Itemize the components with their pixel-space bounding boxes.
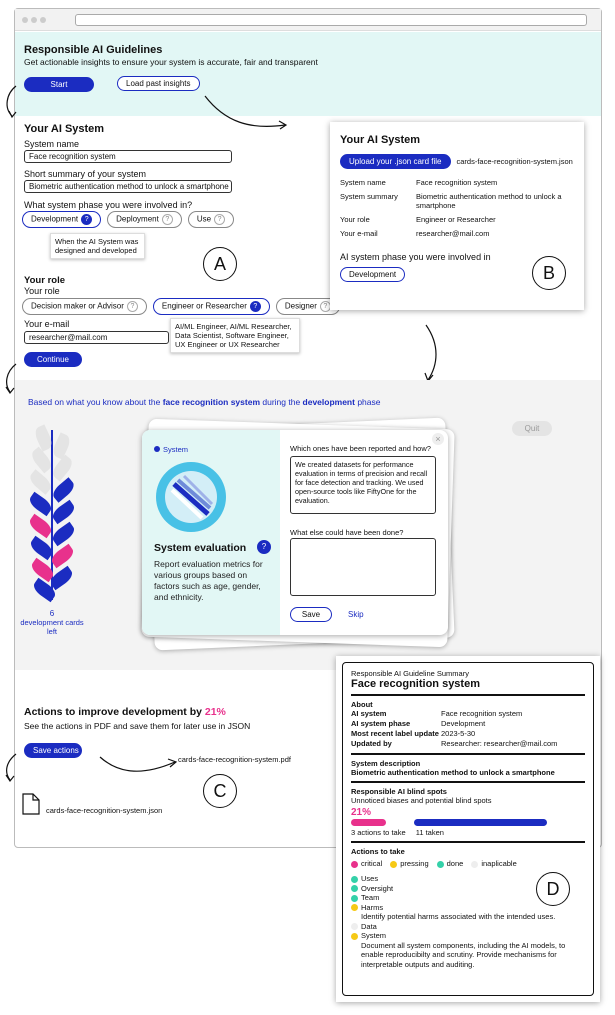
- phase-options: [22, 211, 234, 228]
- detail-key: System summary: [340, 192, 398, 201]
- done-dot-icon: [437, 861, 444, 868]
- role-tooltip: AI/ML Engineer, AI/ML Researcher, Data Scientist, Software Engineer, UX Engineer or UX Researcher: [170, 318, 300, 353]
- action-item-detail: Identify potential harms associated with the intended uses.: [361, 912, 556, 921]
- summary-label: Short summary of your system: [24, 169, 147, 179]
- cards-left-count: 6: [49, 609, 55, 618]
- help-icon[interactable]: ?: [250, 301, 261, 312]
- card-left-panel: [142, 430, 280, 635]
- about-value: Development: [441, 719, 486, 728]
- summary-card-details: [340, 178, 574, 238]
- role-option-label: Decision maker or Advisor: [31, 301, 124, 311]
- leaf-icon: [50, 455, 75, 482]
- json-file-name-link[interactable]: cards-face-recognition-system.json: [46, 806, 163, 815]
- pencil-illustration-icon: [156, 462, 226, 532]
- action-item-detail: Document all system components, including the AI models, to enable reproducibilty and scrutiny. Provide mechanisms for interpretable outputs and auditing.: [361, 940, 566, 969]
- help-icon[interactable]: ?: [320, 301, 331, 312]
- phase-option-use[interactable]: [188, 211, 234, 228]
- leaf-icon: [27, 514, 54, 538]
- guideline-card: [142, 430, 448, 635]
- card-illustration: [156, 462, 226, 532]
- label-a: A: [203, 247, 237, 281]
- card-help-icon[interactable]: ?: [257, 540, 271, 554]
- phase-label: What system phase you were involved in?: [24, 200, 193, 210]
- done-dot-icon: [351, 895, 358, 902]
- context-text: Based on what you know about the: [28, 397, 163, 407]
- detail-value: Biometric authentication method to unlock a smartphone: [416, 192, 562, 210]
- report-sheet: [336, 656, 600, 1002]
- phase-tooltip: When the AI System was designed and developed: [50, 233, 145, 259]
- window-dot-icon: [31, 17, 37, 23]
- context-text: during the: [260, 397, 303, 407]
- arrowhead-icon: [6, 775, 14, 781]
- help-icon[interactable]: ?: [81, 214, 92, 225]
- action-item-label: System: [361, 931, 387, 940]
- progress-labels: [351, 828, 585, 837]
- cards-progress-laurel: [28, 420, 76, 600]
- question-2: What else could have been done?: [290, 528, 404, 537]
- label-d: D: [536, 872, 570, 906]
- done-dot-icon: [351, 876, 358, 883]
- leaf-icon: [50, 500, 77, 524]
- detail-value: researcher@mail.com: [416, 229, 490, 238]
- json-file-icon: [22, 793, 40, 815]
- about-heading: About: [351, 700, 373, 709]
- desc-heading: System description: [351, 759, 421, 768]
- phase-option-deployment[interactable]: [107, 211, 182, 228]
- action-item-label: Team: [361, 893, 380, 902]
- actions-title-percent: 21%: [204, 706, 226, 718]
- phase-option-development[interactable]: [22, 211, 101, 228]
- form-title: Your AI System: [24, 123, 105, 135]
- json-file-name: cards-face-recognition-system.json: [456, 157, 573, 166]
- upload-json-button[interactable]: Upload your .json card file: [340, 154, 451, 169]
- cards-left-label: development cards left: [20, 618, 84, 636]
- address-bar[interactable]: [75, 14, 587, 26]
- role-heading: Your role: [24, 275, 65, 286]
- card-description: Report evaluation metrics for various groups based on factors such as age, gender, and ethnicity.: [154, 559, 263, 602]
- phase-option-label: Use: [196, 214, 212, 224]
- answer-2-textarea[interactable]: [290, 538, 436, 596]
- summary-card-title: Your AI System: [340, 134, 421, 146]
- tag-dot-icon: [154, 446, 160, 452]
- role-option-engineer[interactable]: [153, 298, 270, 315]
- legend-critical: [351, 859, 382, 868]
- report-title: Face recognition system: [351, 678, 480, 690]
- quit-button[interactable]: Quit: [512, 421, 552, 436]
- load-past-insights-button[interactable]: Load past insights: [117, 76, 200, 91]
- about-value: 2023-5-30: [441, 729, 476, 738]
- save-actions-button[interactable]: Save actions: [24, 743, 82, 758]
- context-text: phase: [354, 397, 381, 407]
- question-1: Which ones have been reported and how?: [290, 444, 431, 453]
- intro-title: Responsible AI Guidelines: [24, 44, 163, 56]
- divider: [351, 694, 585, 696]
- pressing-dot-icon: [351, 904, 358, 911]
- window-dot-icon: [22, 17, 28, 23]
- card-title: System evaluation: [154, 542, 247, 554]
- arrowhead-icon: [6, 387, 14, 393]
- detail-value: Engineer or Researcher: [416, 215, 496, 224]
- divider: [351, 841, 585, 843]
- skip-card-button[interactable]: Skip: [348, 610, 364, 619]
- role-option-label: Engineer or Researcher: [161, 301, 247, 311]
- leaf-icon: [27, 492, 54, 516]
- pressing-dot-icon: [390, 861, 397, 868]
- legend-label: pressing: [400, 859, 429, 868]
- help-icon[interactable]: ?: [214, 214, 225, 225]
- action-item-label: Data: [361, 921, 377, 931]
- action-item: [351, 931, 585, 941]
- role-option-decision-maker[interactable]: [22, 298, 147, 315]
- action-item-label: Oversight: [361, 883, 394, 893]
- about-value: Face recognition system: [441, 709, 523, 718]
- actions-to-take-heading: Actions to take: [351, 847, 405, 856]
- detail-key: Your role: [340, 215, 370, 224]
- role-options: [22, 298, 340, 315]
- leaf-icon: [27, 469, 54, 494]
- detail-key: Your e-mail: [340, 229, 378, 238]
- action-item: [351, 922, 585, 932]
- card-tag: [154, 445, 188, 454]
- help-icon[interactable]: ?: [127, 301, 138, 312]
- leaf-icon: [49, 544, 76, 568]
- email-input[interactable]: researcher@mail.com: [24, 331, 169, 344]
- email-label: Your e-mail: [24, 319, 70, 329]
- about-key: Updated by: [351, 739, 392, 748]
- role-label: Your role: [24, 286, 60, 296]
- leaf-icon: [50, 477, 77, 502]
- system-name-label: System name: [24, 139, 80, 149]
- actions-subtitle: See the actions in PDF and save them for later use in JSON: [24, 721, 251, 731]
- detail-key: System name: [340, 178, 386, 187]
- actions-title: [24, 706, 226, 718]
- detail-value: Face recognition system: [416, 178, 498, 187]
- blind-percent: 21%: [351, 807, 372, 818]
- legend: [351, 859, 585, 868]
- inapplicable-dot-icon: [471, 861, 478, 868]
- legend-done: [437, 859, 464, 868]
- phase-heading: AI system phase you were involved in: [340, 252, 491, 262]
- legend-label: done: [446, 859, 464, 868]
- leaf-icon: [50, 522, 77, 546]
- action-item-label: Harms: [361, 902, 384, 912]
- label-b: B: [532, 256, 566, 290]
- cards-context: [28, 397, 381, 407]
- about-value: Researcher: researcher@mail.com: [441, 739, 558, 748]
- about-key: AI system phase: [351, 719, 411, 728]
- phase-option-label: Development: [31, 214, 79, 224]
- legend-label: inaplicable: [481, 859, 517, 868]
- browser-titlebar: [15, 9, 601, 31]
- report-kicker: Responsible AI Guideline Summary: [351, 669, 469, 678]
- to-take-label: 3 actions to take: [351, 828, 406, 837]
- help-icon[interactable]: ?: [162, 214, 173, 225]
- window-dot-icon: [40, 17, 46, 23]
- label-c: C: [203, 774, 237, 808]
- context-system: face recognition system: [162, 397, 260, 407]
- blind-heading: Responsible AI blind spots: [351, 787, 447, 796]
- divider: [351, 781, 585, 783]
- inapplicable-dot-icon: [351, 923, 358, 930]
- intro-subtitle: Get actionable insights to ensure your system is accurate, fair and transparent: [24, 57, 318, 67]
- answer-1-textarea[interactable]: We created datasets for performance evaluation in terms of precision and recall for face detection and tracking. We used open-source tools like FiftyOne for the evaluation.: [290, 456, 436, 514]
- report-border: [342, 662, 594, 996]
- legend-inapplicable: [471, 859, 516, 868]
- divider: [351, 753, 585, 755]
- start-button[interactable]: Start: [24, 77, 94, 92]
- card-close-icon[interactable]: ×: [432, 433, 444, 445]
- done-dot-icon: [351, 885, 358, 892]
- leaf-icon: [51, 432, 73, 459]
- pdf-file-name[interactable]: cards-face-recognition-system.pdf: [178, 755, 291, 764]
- progress-done: [414, 819, 547, 826]
- action-item-label: Uses: [361, 874, 379, 883]
- progress-todo: [351, 819, 386, 826]
- pressing-dot-icon: [351, 933, 358, 940]
- about-key: Most recent label update: [351, 729, 439, 738]
- about-key: AI system: [351, 709, 387, 718]
- taken-label: 11 taken: [415, 828, 444, 837]
- blind-subtitle: Unnoticed biases and potential blind spots: [351, 796, 492, 805]
- summary-input[interactable]: Biometric authentication method to unlock a smartphone: [24, 180, 232, 193]
- actions-title-text: Actions to improve development by: [24, 706, 205, 718]
- legend-pressing: [390, 859, 428, 868]
- system-name-input[interactable]: Face recognition system: [24, 150, 232, 163]
- legend-label: critical: [361, 859, 383, 868]
- phase-option-label: Deployment: [116, 214, 159, 224]
- blind-progress-bar: [351, 819, 547, 826]
- desc-value: Biometric authentication method to unlock a smartphone: [351, 768, 555, 777]
- about-details: [351, 709, 585, 749]
- role-option-label: Designer: [284, 301, 317, 311]
- critical-dot-icon: [351, 861, 358, 868]
- save-card-button[interactable]: Save: [290, 607, 332, 622]
- context-phase: development: [302, 397, 355, 407]
- continue-button[interactable]: Continue: [24, 352, 82, 367]
- phase-value-pill: Development: [340, 267, 405, 282]
- card-tag-label: System: [163, 445, 189, 454]
